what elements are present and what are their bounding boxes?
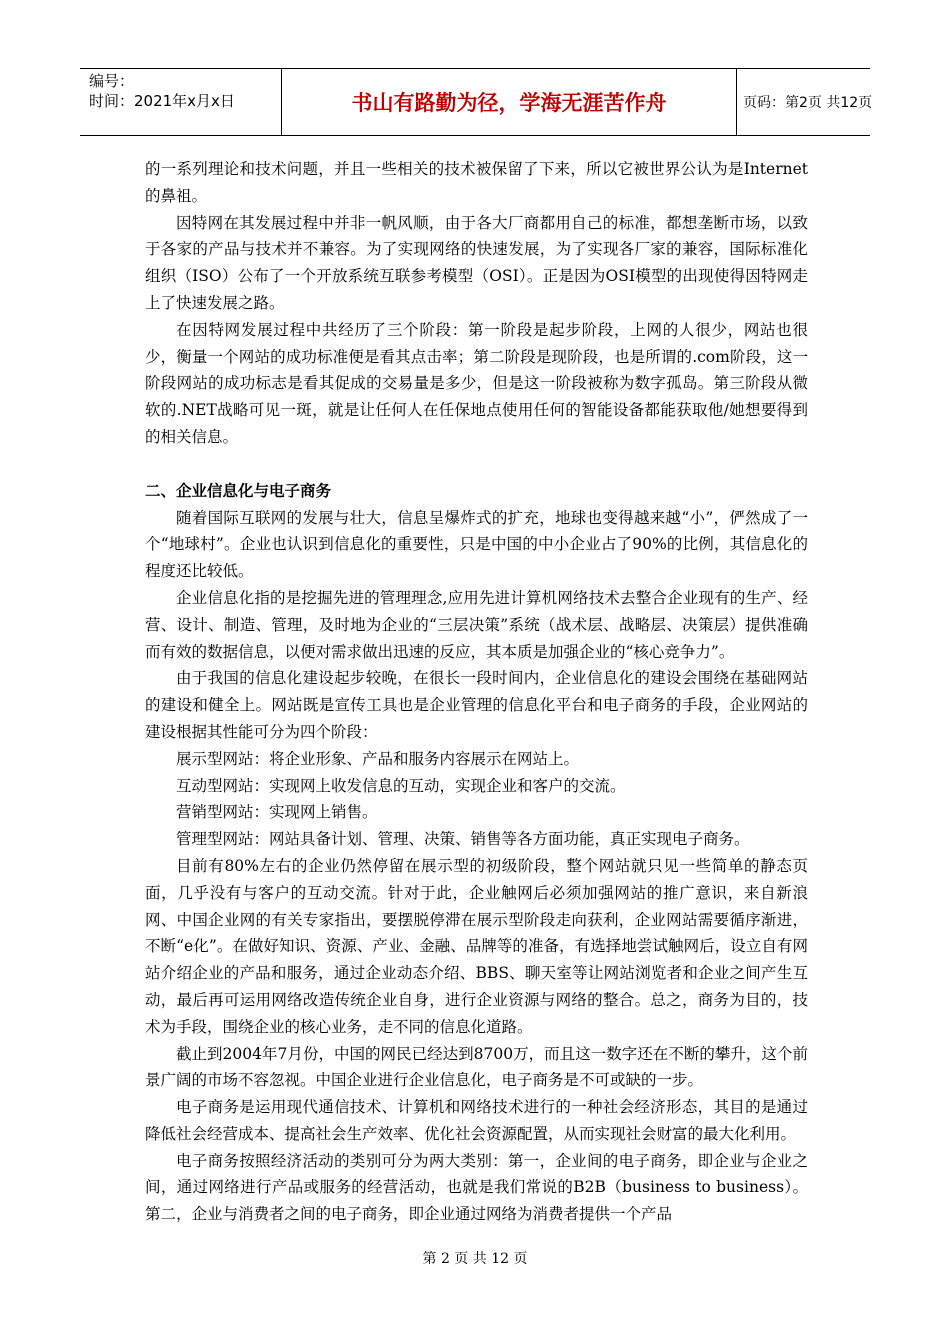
paragraph: 电子商务按照经济活动的类别可分为两大类别：第一，企业间的电子商务，即企业与企业之间，通过网络进行产品或服务的经营活动，也就是我们常说的B2B（business to business）。第二，企业与消费者之间的电子商务，即企业通过网络为消费者提供一个产品 xyxy=(145,1151,808,1224)
section-heading: 二、企业信息化与电子商务 xyxy=(145,480,332,500)
page-footer: 第 2 页 共 12 页 xyxy=(422,1251,528,1267)
paragraph: 目前有80%左右的企业仍然停留在展示型的初级阶段，整个网站就只见一些简单的静态页面，几乎没有与客户的互动交流。针对于此，企业触网后必须加强网站的推广意识，来自新浪网、中国企业网的有关专家指出，要摆脱停滞在展示型阶段走向获利，企业网站需要循序渐进，不断“e化”。在做好知识、资源、产业、金融、品牌等的准备，有选择地尝试触网后，设立自有网站介绍企业的产品和服务，通过企业动态介绍、BBS、聊天室等让网站浏览者和企业之间产生互动，最后再可运用网络改造传统企业自身，进行企业资源与网络的整合。总之，商务为目的，技术为手段，围绕企业的核心业务，走不同的信息化道路。 xyxy=(145,856,808,1036)
header-meta xyxy=(80,69,282,135)
paragraph: 的一系列理论和技术问题，并且一些相关的技术被保留了下来，所以它被世界公认为是Internet的鼻祖。 xyxy=(145,160,808,205)
document-body xyxy=(145,156,808,1228)
paragraph: 截止到2004年7月份，中国的网民已经达到8700万，而且这一数字还在不断的攀升，这个前景广阔的市场不容忽视。中国企业进行企业信息化，电子商务是不可或缺的一步。 xyxy=(145,1044,808,1090)
page-header xyxy=(80,68,873,136)
list-item: 营销型网站：实现网上销售。 xyxy=(176,803,378,822)
paragraph: 由于我国的信息化建设起步较晚，在很长一段时间内，企业信息化的建设会围绕在基础网站的建设和健全上。网站既是宣传工具也是企业管理的信息化平台和电子商务的手段，企业网站的建设根据其性能可分为四个阶段： xyxy=(145,669,808,741)
list-item: 互动型网站：实现网上收发信息的互动，实现企业和客户的交流。 xyxy=(176,776,626,795)
document-number-label: 编号： xyxy=(89,72,135,90)
paragraph: 因特网在其发展过程中并非一帆风顺，由于各大厂商都用自己的标准，都想垄断市场，以致于各家的产品与技术并不兼容。为了实现网络的快速发展，为了实现各厂家的兼容，国际标准化组织（ISO）公布了一个开放系统互联参考模型（OSI）。正是因为OSI模型的出现使得因特网走上了快速发展之路。 xyxy=(145,213,808,312)
header-motto: 书山有路勤为径，学海无涯苦作舟 xyxy=(282,69,737,135)
paragraph: 在因特网发展过程中共经历了三个阶段：第一阶段是起步阶段，上网的人很少，网站也很少，衡量一个网站的成功标准便是看其点击率；第二阶段是现阶段，也是所谓的.com阶段，这一阶段网站的成功标志是看其促成的交易量是多少，但是这一阶段被称为数字孤岛。第三阶段从微软的.NET战略可见一斑，就是让任何人在任保地点使用任何的智能设备都能获取他/她想要得到的相关信息。 xyxy=(145,320,808,446)
paragraph: 企业信息化指的是挖掘先进的管理理念,应用先进计算机网络技术去整合企业现有的生产、经营、设计、制造、管理，及时地为企业的“三层决策”系统（战术层、战略层、决策层）提供准确而有效的数据信息，以便对需求做出迅速的反应，其本质是加强企业的“核心竞争力”。 xyxy=(145,588,808,661)
header-page-label: 页码：第2页 共12页 xyxy=(743,95,873,111)
document-time-label: 时间：2021年x月x日 xyxy=(89,92,235,110)
list-item: 管理型网站：网站具备计划、管理、决策、销售等各方面功能，真正实现电子商务。 xyxy=(176,830,750,849)
paragraph: 电子商务是运用现代通信技术、计算机和网络技术进行的一种社会经济形态，其目的是通过降低社会经营成本、提高社会生产效率、优化社会资源配置，从而实现社会财富的最大化利用。 xyxy=(145,1098,808,1143)
list-item: 展示型网站：将企业形象、产品和服务内容展示在网站上。 xyxy=(176,749,580,768)
paragraph: 随着国际互联网的发展与壮大，信息呈爆炸式的扩充，地球也变得越来越“小”，俨然成了一个“地球村”。企业也认识到信息化的重要性，只是中国的中小企业占了90%的比例，其信息化的程度还比较低。 xyxy=(145,508,808,581)
